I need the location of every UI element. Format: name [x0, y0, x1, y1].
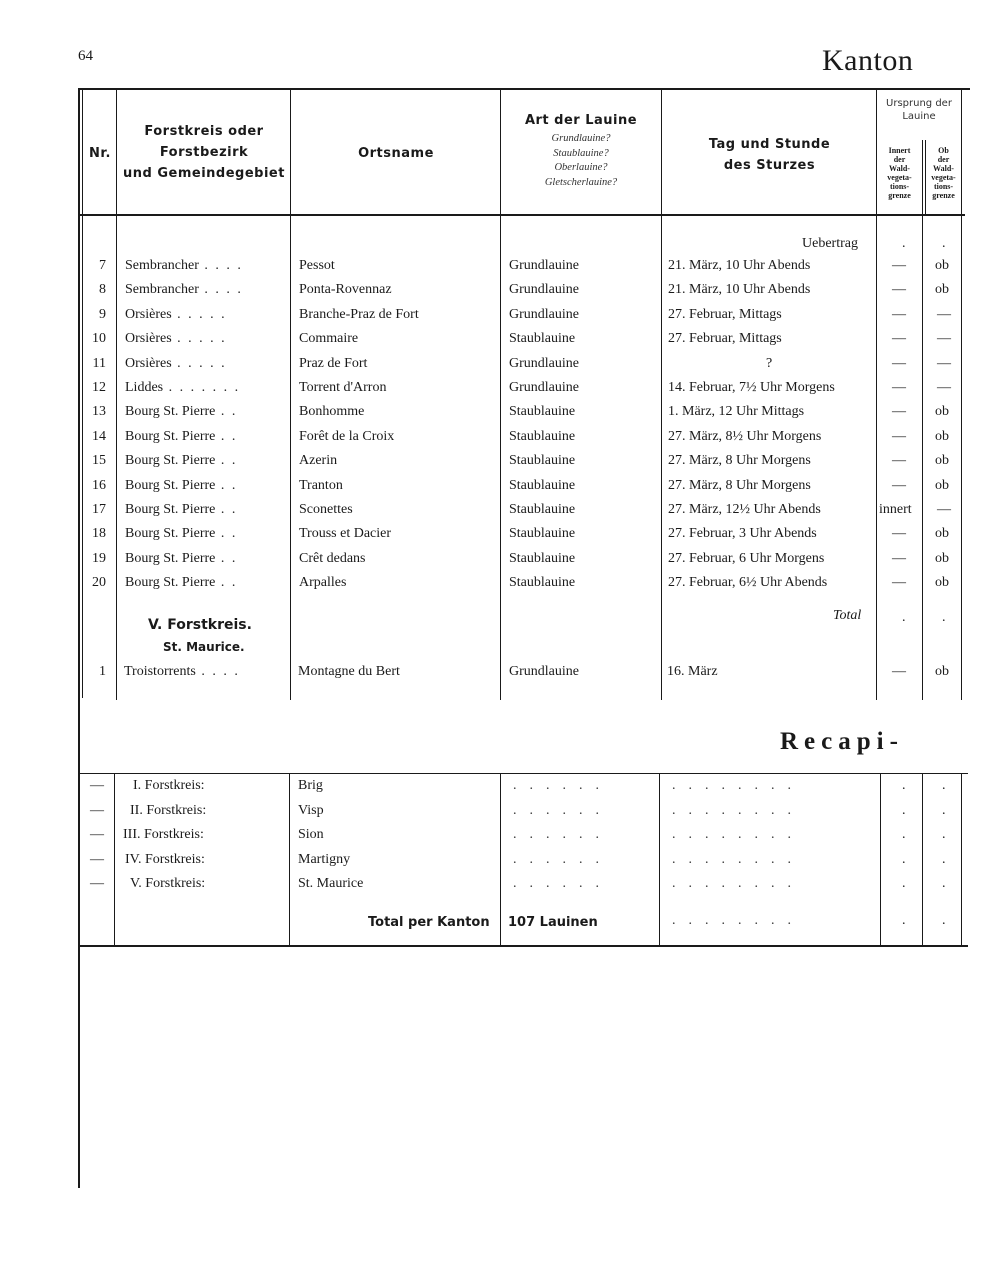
row-tag: 1. März, 12 Uhr Mittags	[668, 404, 805, 420]
recap-ort: Martigny	[298, 851, 351, 867]
row-innert: —	[892, 355, 906, 371]
row-leader-dots: . .	[215, 526, 238, 542]
row-art: Staublauine	[509, 526, 576, 542]
row-ortsname: Tranton	[299, 477, 343, 493]
row-tag: 27. März, 8 Uhr Morgens	[668, 477, 811, 493]
row-tag: 27. Februar, 3 Uhr Abends	[668, 526, 817, 542]
header-forstkreis: Forstkreis oder Forstbezirk und Gemeindegebiet	[123, 124, 285, 181]
row-ortsname: Torrent d'Arron	[299, 380, 387, 395]
row-nr: 19	[92, 550, 106, 566]
row-forstkreis-text: Bourg St. Pierre	[125, 477, 216, 493]
recap-col-sep-kreis	[289, 773, 290, 945]
recap-ob: .	[942, 851, 946, 867]
row-ob: —	[937, 331, 951, 347]
row-ortsname: Pessot	[299, 258, 335, 273]
recap-kreis: IV. Forstkreis:	[125, 851, 205, 867]
recap-total-ob: .	[942, 913, 946, 928]
recap-nr: —	[90, 876, 104, 891]
row-ortsname: Arpalles	[299, 575, 347, 591]
row-art: Staublauine	[509, 477, 576, 493]
row-tag: 27. Februar, Mittags	[668, 331, 782, 347]
row-innert: —	[892, 428, 906, 444]
recap-kreis: III. Forstkreis:	[123, 827, 204, 842]
row-art: Staublauine	[509, 404, 576, 420]
row-innert: —	[892, 380, 906, 395]
col-sep-ob	[961, 90, 962, 700]
row-leader-dots: . .	[215, 453, 238, 469]
row-leader-dots: . . . . .	[171, 331, 227, 347]
recap-col-sep-innert	[922, 773, 923, 945]
row-art: Staublauine	[509, 550, 576, 566]
row-ortsname: Bonhomme	[299, 404, 365, 420]
uebertrag-label: Uebertrag	[802, 236, 858, 251]
recap-col-sep-ort	[500, 773, 501, 945]
row-ob: —	[937, 306, 951, 322]
row-tag: 21. März, 10 Uhr Abends	[668, 282, 811, 298]
recap-art-dots: ......	[513, 802, 612, 818]
row-forstkreis	[125, 551, 237, 567]
uebertrag-innert: .	[902, 236, 906, 251]
recap-art-dots: ......	[513, 827, 612, 842]
row-forstkreis	[125, 258, 243, 274]
row-forstkreis-text: Orsières	[125, 306, 172, 322]
row-ob: ob	[935, 477, 949, 493]
row-forstkreis	[125, 307, 227, 323]
col-sep-art	[661, 90, 662, 700]
row-tag: ?	[766, 355, 773, 371]
row-forstkreis-text: Bourg St. Pierre	[125, 575, 216, 591]
uebertrag-ob: .	[942, 236, 946, 251]
header-innert: Innert der Wald- vegeta- tions- grenze	[887, 146, 912, 200]
row-forstkreis	[125, 404, 237, 420]
recap-tag-dots: ........	[672, 827, 804, 842]
col-sep-ortsname	[500, 90, 501, 700]
row-nr: 15	[92, 453, 106, 469]
row-ob: ob	[935, 282, 949, 298]
recap-col-sep-art	[659, 773, 660, 945]
row-art: Grundlauine	[509, 380, 579, 395]
row-leader-dots: . .	[215, 404, 238, 420]
row-tag: 27. Februar, 6½ Uhr Abends	[668, 575, 828, 591]
row-nr: 1	[99, 664, 106, 679]
recap-top-border	[80, 773, 968, 774]
row-ortsname: Forêt de la Croix	[299, 428, 395, 444]
row-forstkreis-text: Liddes	[125, 380, 164, 395]
page-title: Kanton	[822, 44, 914, 77]
recap-col-sep-tag	[880, 773, 881, 945]
recap-total-innert: .	[902, 913, 906, 928]
row-ob: ob	[935, 664, 949, 679]
row-innert: —	[892, 477, 906, 493]
recap-ob: .	[942, 778, 946, 793]
recap-ob: .	[942, 827, 946, 842]
row-forstkreis	[125, 502, 237, 518]
recap-tag-dots: ........	[672, 802, 804, 818]
row-ortsname: Azerin	[299, 453, 338, 469]
row-ob: ob	[935, 404, 949, 420]
row-leader-dots: . .	[215, 502, 238, 517]
row-art: Staublauine	[509, 331, 576, 347]
row-art: Staublauine	[509, 575, 576, 591]
row-tag: 27. Februar, Mittags	[668, 306, 782, 322]
recap-kreis: V. Forstkreis:	[130, 876, 206, 891]
section-v-title: V. Forstkreis.	[148, 617, 252, 633]
row-forstkreis	[124, 664, 240, 680]
recap-total-value: 107 Lauinen	[508, 915, 598, 930]
row-art: Staublauine	[509, 453, 576, 469]
recap-ort: Brig	[298, 778, 323, 793]
row-ortsname: Praz de Fort	[299, 355, 368, 371]
recap-art-dots: ......	[513, 778, 612, 793]
recap-nr: —	[90, 778, 104, 793]
recap-innert: .	[902, 851, 906, 867]
row-ob: ob	[935, 550, 949, 566]
row-art: Grundlauine	[509, 355, 579, 371]
recap-innert: .	[902, 827, 906, 842]
total-label: Total	[833, 608, 862, 623]
row-leader-dots: . . . .	[198, 282, 243, 298]
recap-kreis: II. Forstkreis:	[130, 802, 207, 818]
recap-col-sep-nr	[114, 773, 115, 945]
row-innert: —	[892, 575, 906, 591]
recap-ort: Sion	[298, 827, 324, 842]
row-forstkreis	[125, 453, 237, 469]
table-left-border	[78, 88, 80, 1188]
row-forstkreis	[125, 526, 237, 542]
row-art: Grundlauine	[509, 282, 579, 298]
row-nr: 16	[92, 477, 106, 493]
row-nr: 12	[92, 380, 106, 395]
recap-art-dots: ......	[513, 851, 612, 867]
row-ortsname: Ponta-Rovennaz	[299, 282, 392, 298]
row-ob: ob	[935, 575, 949, 591]
row-art: Grundlauine	[509, 306, 579, 322]
col-sep-innert	[922, 140, 923, 700]
row-ob: ob	[935, 453, 949, 469]
header-art-options: Grundlauine? Staublauine? Oberlauine? Gletscherlauine?	[544, 133, 618, 188]
row-art: Staublauine	[509, 428, 576, 444]
recap-nr: —	[90, 802, 104, 818]
page-number: 64	[78, 48, 93, 64]
recap-total-label: Total per Kanton	[368, 915, 490, 930]
row-innert: —	[892, 664, 906, 679]
table-top-border	[80, 88, 970, 90]
row-forstkreis	[125, 478, 237, 494]
recap-col-sep-ob	[961, 773, 962, 945]
recap-tag-dots: ........	[672, 876, 804, 891]
row-forstkreis	[125, 356, 227, 372]
row-leader-dots: . .	[215, 477, 238, 493]
row-ortsname: Sconettes	[299, 502, 353, 517]
header-nr: Nr.	[89, 146, 111, 161]
row-tag: 21. März, 10 Uhr Abends	[668, 258, 811, 273]
recap-ob: .	[942, 802, 946, 818]
recap-innert: .	[902, 876, 906, 891]
row-ortsname: Crêt dedans	[299, 550, 366, 566]
row-tag: 27. März, 12½ Uhr Abends	[668, 502, 821, 517]
recap-innert: .	[902, 778, 906, 793]
row-nr: 9	[99, 306, 106, 322]
row-innert: —	[892, 282, 906, 298]
row-nr: 13	[92, 404, 106, 420]
recap-total-dots: ........	[672, 913, 804, 928]
recap-nr: —	[90, 827, 104, 842]
row-ob: —	[937, 380, 951, 395]
row-forstkreis-text: Troistorrents	[124, 664, 196, 679]
row-forstkreis	[125, 429, 237, 445]
row-leader-dots: . .	[215, 550, 238, 566]
recap-kreis: I. Forstkreis:	[133, 778, 205, 793]
header-art: Art der Lauine	[524, 113, 638, 128]
row-innert: —	[892, 258, 906, 273]
recap-nr: —	[90, 851, 104, 867]
recap-tag-dots: ........	[672, 851, 804, 867]
row-innert: —	[892, 404, 906, 420]
row-innert: —	[892, 306, 906, 322]
row-forstkreis-text: Orsières	[125, 355, 172, 371]
recap-title: Recapi-	[780, 728, 904, 755]
total-innert: .	[902, 610, 906, 625]
row-tag: 16. März	[667, 664, 718, 679]
row-innert: —	[892, 453, 906, 469]
col-sep-forstkreis	[290, 90, 291, 700]
row-leader-dots: . .	[215, 428, 238, 444]
recap-art-dots: ......	[513, 876, 612, 891]
header-ortsname: Ortsname	[358, 146, 434, 161]
row-forstkreis-text: Bourg St. Pierre	[125, 404, 216, 420]
row-tag: 14. Februar, 7½ Uhr Morgens	[668, 380, 835, 395]
row-leader-dots: . . . . .	[171, 306, 227, 322]
row-ortsname: Trouss et Dacier	[299, 526, 392, 542]
recap-ort: St. Maurice	[298, 876, 364, 891]
row-leader-dots: . . . .	[195, 664, 240, 679]
row-leader-dots: . . . . . . .	[163, 380, 241, 395]
row-forstkreis-text: Bourg St. Pierre	[125, 453, 216, 469]
row-forstkreis-text: Bourg St. Pierre	[125, 502, 216, 517]
row-nr: 17	[92, 502, 106, 517]
header-tag: Tag und Stunde des Sturzes	[708, 137, 831, 173]
row-ob: —	[937, 355, 951, 371]
row-forstkreis-text: Bourg St. Pierre	[125, 428, 216, 444]
recap-innert: .	[902, 802, 906, 818]
row-forstkreis-text: Bourg St. Pierre	[125, 526, 216, 542]
row-nr: 10	[92, 331, 106, 347]
recap-bottom-border	[80, 945, 968, 947]
row-tag: 27. Februar, 6 Uhr Morgens	[668, 550, 825, 566]
row-art: Grundlauine	[509, 664, 579, 679]
row-ortsname: Commaire	[299, 331, 359, 347]
row-leader-dots: . .	[215, 575, 238, 591]
row-nr: 14	[92, 428, 106, 444]
row-ob: —	[937, 502, 951, 517]
row-art: Grundlauine	[509, 258, 579, 273]
section-v-subtitle: St. Maurice.	[163, 640, 245, 654]
row-tag: 27. März, 8½ Uhr Morgens	[668, 428, 822, 444]
row-art: Staublauine	[509, 502, 576, 517]
row-leader-dots: . . . . .	[171, 355, 227, 371]
row-forstkreis-text: Bourg St. Pierre	[125, 550, 216, 566]
row-nr: 7	[99, 258, 106, 273]
row-forstkreis	[125, 331, 227, 347]
row-innert: —	[892, 550, 906, 566]
row-innert: —	[892, 526, 906, 542]
col-sep-nr	[116, 90, 117, 700]
header-ob: Ob der Wald- vegeta- tions- grenze	[931, 146, 956, 200]
row-ob: ob	[935, 258, 949, 273]
row-forstkreis	[125, 282, 243, 298]
row-forstkreis-text: Sembrancher	[125, 282, 199, 298]
row-nr: 20	[92, 575, 106, 591]
row-forstkreis-text: Orsières	[125, 331, 172, 347]
row-ortsname: Montagne du Bert	[298, 664, 400, 679]
row-tag: 27. März, 8 Uhr Morgens	[668, 453, 811, 469]
recap-ob: .	[942, 876, 946, 891]
row-ob: ob	[935, 428, 949, 444]
recap-ort: Visp	[298, 802, 324, 818]
header-ursprung: Ursprung der Lauine	[886, 98, 952, 122]
row-ortsname: Branche-Praz de Fort	[299, 306, 419, 322]
recap-tag-dots: ........	[672, 778, 804, 793]
row-nr: 11	[92, 355, 106, 371]
row-leader-dots: . . . .	[198, 258, 243, 273]
row-nr: 18	[92, 526, 106, 542]
row-nr: 8	[99, 282, 106, 298]
row-forstkreis-text: Sembrancher	[125, 258, 199, 273]
row-forstkreis	[125, 575, 237, 591]
row-ob: ob	[935, 526, 949, 542]
header-bottom-border	[80, 214, 965, 216]
row-forstkreis	[125, 380, 240, 396]
total-ob: .	[942, 610, 946, 625]
row-innert: innert	[879, 502, 912, 517]
row-innert: —	[892, 331, 906, 347]
